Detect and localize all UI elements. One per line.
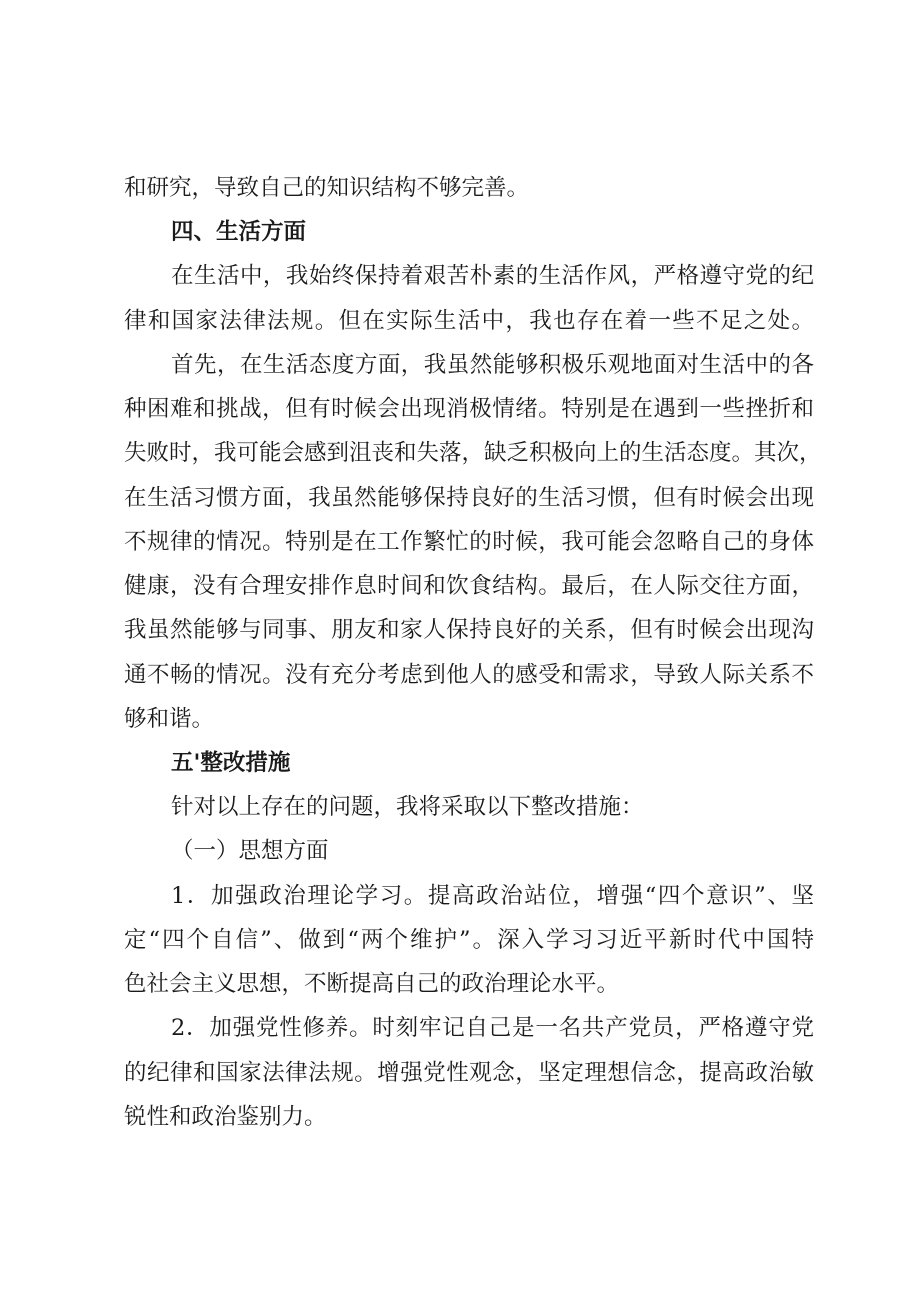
paragraph-line: 我虽然能够与同事、朋友和家人保持良好的关系，但有时候会出现沟	[124, 617, 814, 643]
paragraph-line: 在生活习惯方面，我虽然能够保持良好的生活习惯，但有时候会出现	[124, 485, 814, 511]
list-item-1-line: 1．加强政治理论学习。提高政治站位，增强“四个意识”、坚	[171, 883, 814, 909]
list-item-2-line: 2．加强党性修养。时刻牢记自己是一名共产党员，严格遵守党	[171, 1015, 814, 1041]
list-item-2-line: 的纪律和国家法律法规。增强党性观念，坚定理想信念，提高政治敏	[124, 1060, 814, 1086]
paragraph-line: 针对以上存在的问题，我将采取以下整改措施：	[171, 794, 644, 820]
paragraph-line: 失败时，我可能会感到沮丧和失落，缺乏积极向上的生活态度。其次，	[124, 440, 822, 466]
paragraph-line: 律和国家法律法规。但在实际生活中，我也存在着一些不足之处。	[124, 308, 814, 334]
section-heading-life: 四、生活方面	[171, 219, 307, 245]
subsection-heading-thought: （一）思想方面	[171, 838, 329, 864]
paragraph-line: 和研究，导致自己的知识结构不够完善。	[124, 175, 530, 201]
section-heading-rectification: 五'整改措施	[171, 750, 291, 776]
paragraph-line: 够和谐。	[124, 706, 215, 732]
paragraph-line: 首先，在生活态度方面，我虽然能够积极乐观地面对生活中的各	[171, 352, 814, 378]
paragraph-line: 不规律的情况。特别是在工作繁忙的时候，我可能会忽略自己的身体	[124, 529, 814, 555]
list-item-1-line: 定“四个自信”、做到“两个维护”。深入学习习近平新时代中国特	[124, 927, 814, 953]
list-item-1-line: 色社会主义思想，不断提高自己的政治理论水平。	[124, 971, 620, 997]
paragraph-line: 种困难和挑战，但有时候会出现消极情绪。特别是在遇到一些挫折和	[124, 396, 814, 422]
paragraph-line: 健康，没有合理安排作息时间和饮食结构。最后，在人际交往方面，	[124, 573, 814, 599]
list-item-2-line: 锐性和政治鉴别力。	[124, 1104, 327, 1130]
paragraph-line: 通不畅的情况。没有充分考虑到他人的感受和需求，导致人际关系不	[124, 662, 814, 688]
paragraph-line: 在生活中，我始终保持着艰苦朴素的生活作风，严格遵守党的纪	[171, 263, 814, 289]
